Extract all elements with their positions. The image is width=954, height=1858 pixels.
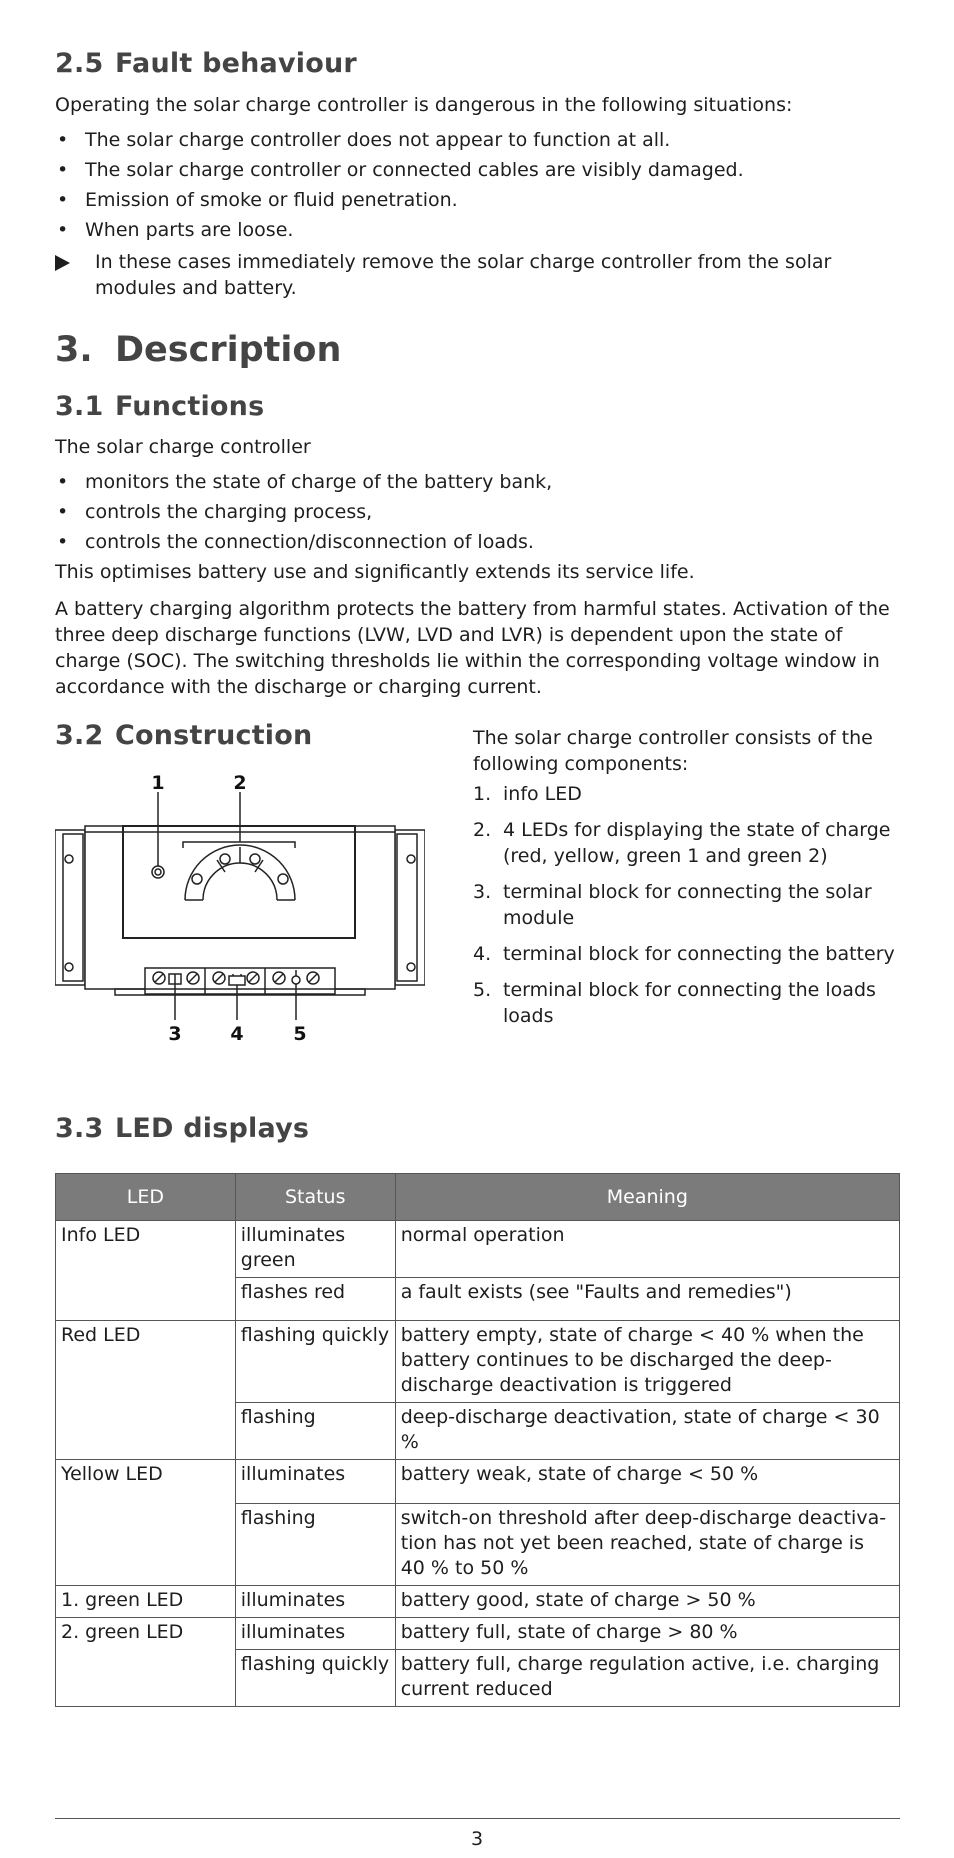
table-row [56, 1278, 900, 1321]
led-cell [56, 1650, 236, 1707]
table-row [56, 1221, 900, 1278]
footer-divider [55, 1818, 900, 1819]
column-header: Meaning [395, 1174, 899, 1221]
meaning-cell: battery good, state of charge > 50 % [395, 1586, 899, 1618]
list-item: • controls the connection/disconnection of loads. [55, 529, 552, 559]
table-row [56, 1504, 900, 1586]
callout-1: 1 [151, 772, 165, 794]
fault-action-item [55, 249, 895, 301]
callout-2: 2 [233, 772, 247, 794]
chapter-title: Description [115, 330, 342, 370]
list-item: • The solar charge controller does not appear to function at all. [55, 127, 744, 157]
led-cell: Info LED [56, 1221, 236, 1278]
list-item: • controls the charging process, [55, 499, 552, 529]
construction-intro: The solar charge controller consists of the following components: [473, 727, 873, 775]
status-cell: illuminates [235, 1460, 395, 1504]
components-list [473, 781, 913, 1039]
functions-bullet-list [55, 469, 552, 559]
charge-controller-diagram [55, 770, 425, 1050]
led-cell [56, 1278, 236, 1321]
column-header: Status [235, 1174, 395, 1221]
table-row [56, 1586, 900, 1618]
table-row [56, 1460, 900, 1504]
meaning-cell: a fault exists (see "Faults and remedies") [395, 1278, 899, 1321]
led-cell: 1. green LED [56, 1586, 236, 1618]
play-triangle-icon [55, 255, 70, 271]
list-item: • The solar charge controller or connected cables are visibly damaged. [55, 157, 744, 187]
table-row [56, 1321, 900, 1403]
fault-action-text: In these cases immediately remove the solar charge controller from the solar modules and battery. [95, 251, 832, 299]
led-table [55, 1173, 900, 1707]
status-cell: flashing [235, 1403, 395, 1460]
functions-paragraph-1: This optimises battery use and significantly extends its service life. [55, 561, 695, 583]
status-cell: flashes red [235, 1278, 395, 1321]
section-number: 3.1 [55, 391, 104, 422]
functions-intro: The solar charge controller [55, 436, 311, 458]
column-header: LED [56, 1174, 236, 1221]
meaning-cell: normal operation [395, 1221, 899, 1278]
section-number: 2.5 [55, 48, 104, 79]
section-heading-fault-behaviour [55, 48, 357, 79]
led-cell: Red LED [56, 1321, 236, 1403]
chapter-heading-description [55, 330, 341, 370]
meaning-cell: battery full, state of charge > 80 % [395, 1618, 899, 1650]
section-heading-functions [55, 391, 264, 422]
section-heading-led-displays [55, 1113, 309, 1144]
led-cell [56, 1504, 236, 1586]
section-heading-construction [55, 720, 312, 751]
list-item: 1. info LED [473, 783, 582, 805]
table-row [56, 1650, 900, 1707]
section-title: LED displays [115, 1113, 310, 1144]
fault-intro: Operating the solar charge controller is dangerous in the following situations: [55, 94, 793, 116]
list-item: 3. terminal block for connecting the solar module [473, 881, 872, 929]
section-title: Functions [115, 391, 265, 422]
table-row [56, 1618, 900, 1650]
meaning-cell: switch-on threshold after deep-discharge deactiva-tion has not yet been reached, state of charge is 40 % to 50 % [395, 1504, 899, 1586]
chapter-number: 3. [55, 330, 93, 370]
list-item: • When parts are loose. [55, 217, 744, 247]
section-number: 3.2 [55, 720, 104, 751]
status-cell: flashing quickly [235, 1650, 395, 1707]
led-cell: Yellow LED [56, 1460, 236, 1504]
meaning-cell: deep-discharge deactivation, state of charge < 30 % [395, 1403, 899, 1460]
status-cell: illuminates [235, 1586, 395, 1618]
callout-3: 3 [168, 1023, 182, 1045]
table-header-row [56, 1174, 900, 1221]
section-number: 3.3 [55, 1113, 104, 1144]
status-cell: flashing quickly [235, 1321, 395, 1403]
callout-4: 4 [230, 1023, 244, 1045]
led-cell: 2. green LED [56, 1618, 236, 1650]
section-title: Fault behaviour [115, 48, 357, 79]
status-cell: illuminates green [235, 1221, 395, 1278]
fault-bullet-list [55, 127, 744, 247]
list-item: 2. 4 LEDs for displaying the state of charge (red, yellow, green 1 and green 2) [473, 819, 891, 867]
list-item: • monitors the state of charge of the battery bank, [55, 469, 552, 499]
list-item: 4. terminal block for connecting the battery [473, 943, 895, 965]
meaning-cell: battery empty, state of charge < 40 % when the battery continues to be discharged the deep-discharge deactivation is triggered [395, 1321, 899, 1403]
callout-5: 5 [293, 1023, 307, 1045]
meaning-cell: battery full, charge regulation active, i.e. charging current reduced [395, 1650, 899, 1707]
table-row [56, 1403, 900, 1460]
led-cell [56, 1403, 236, 1460]
list-item: 5. terminal block for connecting the loads loads [473, 979, 876, 1027]
list-item: • Emission of smoke or fluid penetration. [55, 187, 744, 217]
functions-paragraph-2: A battery charging algorithm protects the battery from harmful states. Activation of the three deep discharge functions (LVW, LVD and LVR) is dependent upon the state of charge (SOC). The switching thresholds lie within the corresponding voltage window in accordance with the discharge or charging current. [55, 598, 890, 698]
status-cell: illuminates [235, 1618, 395, 1650]
status-cell: flashing [235, 1504, 395, 1586]
page-number: 3 [470, 1828, 484, 1850]
section-title: Construction [115, 720, 313, 751]
meaning-cell: battery weak, state of charge < 50 % [395, 1460, 899, 1504]
